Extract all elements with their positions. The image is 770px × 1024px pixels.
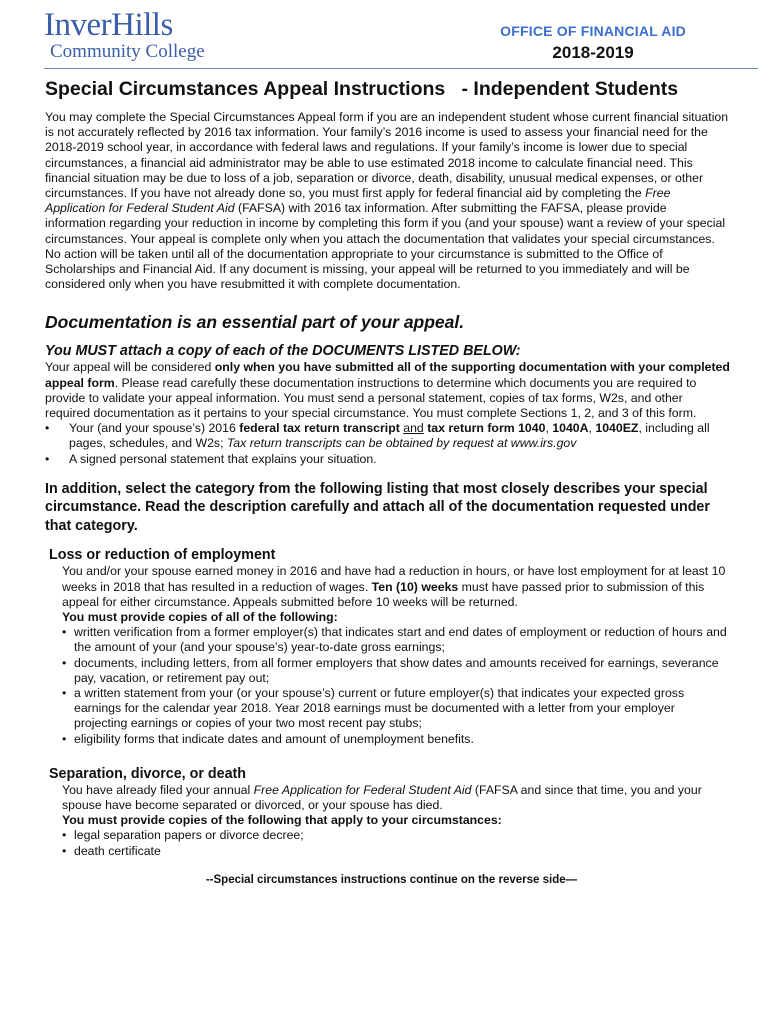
category-title: Separation, divorce, or death: [49, 765, 247, 782]
bullet-icon: •: [62, 731, 67, 746]
bullet-icon: •: [45, 421, 50, 436]
documentation-heading: Documentation is an essential part of your appeal.: [45, 312, 465, 333]
bullet-icon: •: [62, 685, 67, 700]
text-run: . Please read carefully these documentation instructions to determine which documents you are required to provide to validate your appeal information. You must send a personal statement, copies of tax forms, W2s, and other required documentation as it pertains to your special circumstance. You must complete Sections 1, 2, and 3 of this form.: [45, 375, 697, 421]
text-run: You and/or your spouse earned money in 2016 and have had a reduction in hours, or have lost employment for at least 10 weeks in 2018 that has resulted in a reduction of wages.: [62, 564, 726, 594]
list-item: [62, 656, 730, 686]
text-run: You may complete the Special Circumstances Appeal form if you are an independent student whose current financial situation is not accurately reflected by 2016 tax information. Your family’s 2016 income is used to assess your financial need for the 2018-2019 school year, in accordance with federal laws and regulations. If your family’s income is lower due to special circumstances, a financial aid administrator may be able to use estimated 2018 income to calculate financial need. This financial situation may be due to loss of a job, separation or divorce, death, disability, unusual medical expenses, or other circumstances. If you have not already done so, you must first apply for federal financial aid by completing the: [45, 110, 729, 201]
text-run: and: [403, 421, 424, 436]
list-item: [62, 625, 730, 655]
office-title: OFFICE OF FINANCIAL AID: [500, 23, 686, 39]
category-body: [62, 564, 730, 746]
bullet-icon: •: [45, 451, 50, 466]
text-run: Ten (10) weeks: [371, 579, 459, 594]
category-heading: [45, 765, 730, 783]
category-separation-divorce-death: [45, 765, 730, 859]
logo-subtitle: Community College: [50, 41, 205, 62]
continuation-note: --Special circumstances instructions continue on the reverse side—: [205, 873, 578, 886]
list-item-text: death certificate: [74, 843, 161, 858]
category-body: [62, 783, 730, 859]
text-run: Tax return transcripts can be obtained by request at www.irs.gov: [226, 436, 577, 451]
list-item-text: eligibility forms that indicate dates and amount of unemployment benefits.: [74, 731, 474, 746]
header-rule: [44, 68, 758, 69]
text-run: You have already filed your annual: [62, 782, 254, 797]
text-run: federal tax return transcript: [239, 421, 400, 436]
list-item-text: a written statement from your (or your spouse’s) current or future employer(s) that indicates your expected gross earnings for the calendar year 2018. Year 2018 earnings must be documented with a letter from your employer projecting earnings or copies of your two most recent pay stubs;: [74, 685, 685, 731]
list-item: [45, 421, 730, 451]
page-title: Special Circumstances Appeal Instructions - Independent Students: [45, 78, 679, 100]
list-item: [62, 844, 730, 859]
list-item: [45, 452, 730, 467]
required-documents-list: [45, 421, 730, 467]
list-item-text: [69, 452, 377, 466]
must-attach-heading: You MUST attach a copy of each of the DOCUMENTS LISTED BELOW:: [45, 343, 521, 360]
category-requirements-heading: You must provide copies of the following that apply to your circumstances:: [62, 813, 502, 828]
category-requirements-list: [62, 625, 730, 747]
category-requirements-list: [62, 828, 730, 858]
list-item: [62, 686, 730, 732]
list-item-text: documents, including letters, from all former employers that show dates and amounts received for earnings, severance pay, vacation, or retirement pay out;: [74, 655, 719, 685]
text-run: 1040A: [552, 421, 589, 436]
text-run: must have passed prior to submission of this appeal for either circumstance. Appeals submitted before 10 weeks will be returned.: [62, 579, 705, 609]
bullet-icon: •: [62, 625, 67, 640]
bullet-icon: •: [62, 828, 67, 843]
text-run: only when you have submitted all of the supporting documentation with your completed appeal form: [45, 360, 730, 390]
category-description: [62, 783, 730, 813]
text-run: Free Application for Federal Student Aid: [45, 186, 671, 216]
list-item: [62, 828, 730, 843]
text-run: (FAFSA) with 2016 tax information. After submitting the FAFSA, please provide information regarding your reduction in income by completing this form if you (and your spouse) want a review of your special circumstances. Your appeal is complete only when you attach the documentation that validates your special circumstances. No action will be taken until all of the documentation appropriate to your circumstance is submitted to the Office of Scholarships and Financial Aid. If any document is missing, your appeal will be returned to you immediately and will be considered only when you have resubmitted it with complete documentation.: [45, 201, 726, 292]
college-logo: [44, 8, 205, 62]
category-requirements-heading: You must provide copies of all of the following:: [62, 609, 338, 624]
text-run: Your (and your spouse’s) 2016: [69, 421, 240, 436]
intro-paragraph: [45, 110, 730, 292]
document-body: [45, 76, 730, 886]
office-block: [500, 23, 686, 63]
text-run: A signed personal statement that explains your situation.: [69, 451, 377, 466]
academic-year: 2018-2019: [552, 43, 634, 62]
text-run: (FAFSA and since that time, you and your spouse have become separated or divorced, or your spouse has died.: [62, 782, 702, 812]
list-item-text: [69, 421, 710, 450]
text-run: Free Application for Federal Student Aid: [253, 782, 472, 797]
category-title: Loss or reduction of employment: [49, 547, 276, 564]
bullet-icon: •: [62, 655, 67, 670]
logo-wordmark: InverHills: [44, 7, 173, 43]
text-run: ,: [545, 421, 553, 436]
must-attach-paragraph: [45, 360, 730, 421]
page-header: [0, 0, 770, 72]
list-item: [62, 732, 730, 747]
list-item-text: written verification from a former employer(s) that indicates start and end dates of employment or reduction of hours and the amount of your (and your spouse’s) year-to-date gross earnings;: [74, 625, 727, 655]
category-heading: [45, 546, 730, 564]
bullet-icon: •: [62, 843, 67, 858]
category-description: [62, 564, 730, 610]
text-run: ,: [588, 421, 596, 436]
category-instructions: In addition, select the category from the following listing that most closely describes your special circumstance. Read the description carefully and attach all of the documentation requested under that category.: [45, 480, 710, 534]
category-loss-of-employment: [45, 546, 730, 746]
text-run: tax return form 1040: [427, 421, 546, 436]
list-item-text: legal separation papers or divorce decree;: [74, 828, 304, 843]
text-run: Your appeal will be considered: [45, 360, 215, 375]
text-run: 1040EZ: [595, 421, 639, 436]
text-run: , including all pages, schedules, and W2s;: [69, 421, 710, 451]
